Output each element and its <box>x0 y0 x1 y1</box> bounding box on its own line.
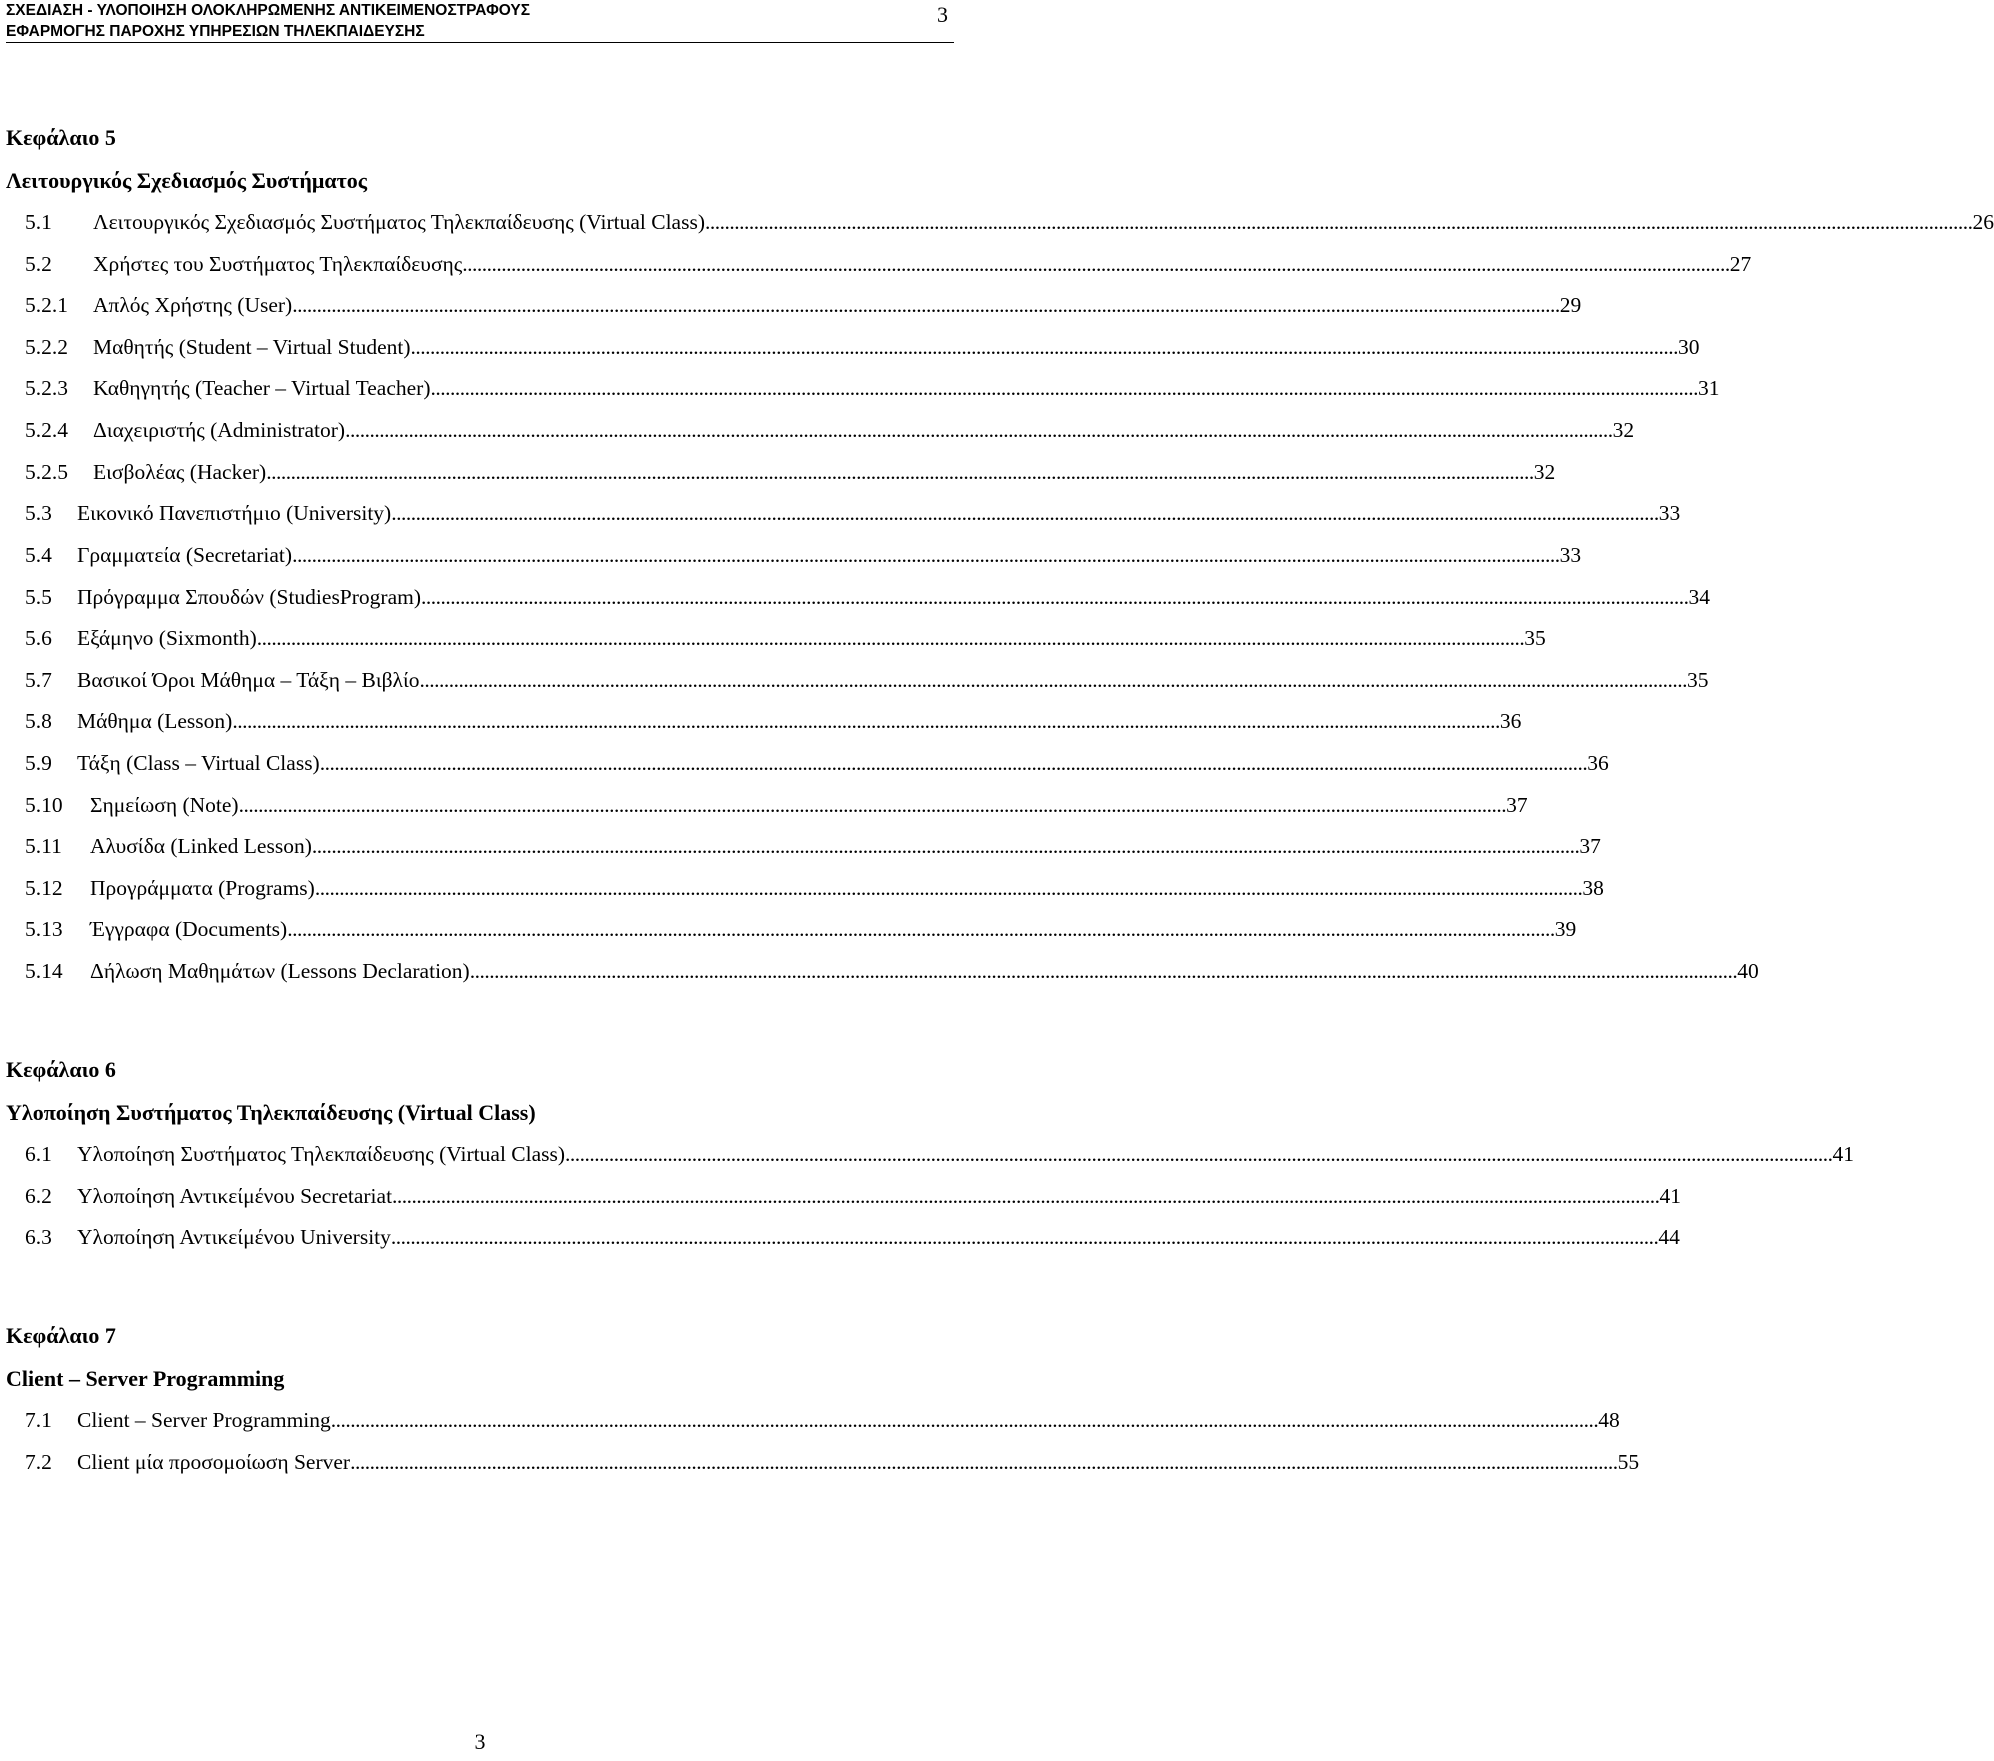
toc-leader-dots: .................................................................................................................................................................................................................................................................... <box>391 501 1659 525</box>
toc-entry-number: 5.2 <box>25 252 52 276</box>
toc-entry-number: 5.13 <box>25 917 63 941</box>
toc-entry-page: 32 <box>1533 460 1556 484</box>
toc-entry-6-1[interactable] <box>25 1137 1855 1171</box>
toc-leader-dots: .................................................................................................................................................................................................................................................................... <box>390 1225 1659 1249</box>
chapter-5-title: Λειτουργικός Σχεδιασμός Συστήματος <box>6 168 368 193</box>
toc-leader-dots: .................................................................................................................................................................................................................................................................... <box>345 418 1613 442</box>
toc-entry-page: 26 <box>1972 210 1994 234</box>
toc-entry-5-3[interactable] <box>25 496 1681 530</box>
toc-entry-title: Έγγραφα (Documents) <box>90 917 288 941</box>
toc-entry-page: 33 <box>1658 501 1681 525</box>
toc-entry-6-2[interactable] <box>25 1179 1682 1213</box>
toc-entry-title: Εικονικό Πανεπιστήμιο (University) <box>77 501 392 525</box>
toc-entry-page: 36 <box>1499 709 1522 733</box>
toc-entry-number: 5.9 <box>25 751 52 775</box>
toc-entry-page: 41 <box>1659 1184 1682 1208</box>
toc-entry-title: Εξάμηνο (Sixmonth) <box>77 626 257 650</box>
toc-entry-number: 5.2.5 <box>25 460 68 484</box>
toc-entry-page: 37 <box>1506 793 1528 817</box>
toc-entry-page: 33 <box>1559 543 1582 567</box>
toc-leader-dots: .................................................................................................................................................................................................................................................................... <box>462 252 1730 276</box>
toc-leader-dots: .................................................................................................................................................................................................................................................................... <box>421 585 1689 609</box>
toc-entry-title: Σημείωση (Note) <box>90 793 239 817</box>
chapter-6-title: Υλοποίηση Συστήματος Τηλεκπαίδευσης (Virtual Class) <box>6 1100 536 1125</box>
toc-entry-page: 55 <box>1617 1450 1640 1474</box>
toc-entry-5-2[interactable] <box>25 247 1752 281</box>
toc-leader-dots: .................................................................................................................................................................................................................................................................... <box>238 793 1507 817</box>
toc-entry-page: 37 <box>1579 834 1601 858</box>
toc-entry-title: Γραμματεία (Secretariat) <box>77 543 293 567</box>
chapter-7-label: Κεφάλαιο 7 <box>6 1323 116 1348</box>
toc-entry-title: Μάθημα (Lesson) <box>77 709 233 733</box>
toc-entry-5-6[interactable] <box>25 621 1546 655</box>
toc-leader-dots: .................................................................................................................................................................................................................................................................... <box>469 959 1738 983</box>
toc-entry-page: 35 <box>1687 668 1709 692</box>
header-title-line-1: ΣΧΕΔΙΑΣΗ - ΥΛΟΠΟΙΗΣΗ ΟΛΟΚΛΗΡΩΜΕΝΗΣ ΑΝΤΙΚΕΙΜΕΝΟΣΤΡΑΦΟΥΣ <box>6 2 531 19</box>
toc-entry-title: Λειτουργικός Σχεδιασμός Συστήματος Τηλεκπαίδευσης (Virtual Class) <box>93 210 705 234</box>
toc-entry-5-7[interactable] <box>25 663 1709 697</box>
header-title-line-2: ΕΦΑΡΜΟΓΗΣ ΠΑΡΟΧΗΣ ΥΠΗΡΕΣΙΩΝ ΤΗΛΕΚΠΑΙΔΕΥΣΗΣ <box>6 23 425 40</box>
toc-entry-title: Υλοποίηση Συστήματος Τηλεκπαίδευσης (Virtual Class) <box>77 1142 566 1166</box>
toc-entry-number: 5.6 <box>25 626 52 650</box>
toc-entry-5-9[interactable] <box>25 746 1609 780</box>
toc-entry-page: 30 <box>1678 335 1700 359</box>
toc-leader-dots: .................................................................................................................................................................................................................................................................... <box>287 917 1555 941</box>
chapter-5-label: Κεφάλαιο 5 <box>6 125 116 150</box>
toc-entry-number: 5.2.3 <box>25 376 68 400</box>
toc-entry-title: Εισβολέας (Hacker) <box>93 460 267 484</box>
toc-leader-dots: .................................................................................................................................................................................................................................................................... <box>392 1184 1660 1208</box>
toc-entry-number: 5.1 <box>25 210 52 234</box>
toc-entry-number: 5.2.2 <box>25 335 68 359</box>
toc-leader-dots: .................................................................................................................................................................................................................................................................... <box>419 668 1688 692</box>
toc-entry-page: 29 <box>1559 293 1582 317</box>
toc-entry-number: 5.10 <box>25 793 63 817</box>
toc-entry-title: Client – Server Programming <box>77 1408 331 1432</box>
toc-entry-page: 44 <box>1658 1225 1680 1249</box>
toc-leader-dots: .................................................................................................................................................................................................................................................................... <box>232 709 1500 733</box>
toc-entry-number: 5.5 <box>25 585 52 609</box>
toc-entry-5-2-3[interactable] <box>25 371 1720 405</box>
toc-entry-number: 7.1 <box>25 1408 52 1432</box>
footer-page-number: 3 <box>474 1729 486 1754</box>
toc-entry-6-3[interactable] <box>25 1220 1680 1254</box>
toc-entry-number: 7.2 <box>25 1450 52 1474</box>
toc-leader-dots: .................................................................................................................................................................................................................................................................... <box>256 626 1525 650</box>
toc-entry-5-14[interactable] <box>25 954 1759 988</box>
toc-entry-number: 5.12 <box>25 876 63 900</box>
toc-entry-title: Client μία προσομοίωση Server <box>77 1450 351 1474</box>
toc-entry-5-2-4[interactable] <box>25 413 1635 447</box>
toc-entry-number: 5.8 <box>25 709 52 733</box>
chapter-7-title: Client – Server Programming <box>6 1366 285 1391</box>
toc-entry-page: 27 <box>1729 252 1752 276</box>
toc-entry-5-11[interactable] <box>25 829 1601 863</box>
toc-leader-dots: .................................................................................................................................................................................................................................................................... <box>292 293 1560 317</box>
toc-entry-5-13[interactable] <box>25 912 1577 946</box>
toc-entry-page: 34 <box>1688 585 1711 609</box>
toc-entry-number: 5.2.4 <box>25 418 68 442</box>
toc-entry-page: 31 <box>1698 376 1720 400</box>
toc-entry-page: 35 <box>1524 626 1546 650</box>
header-page-number: 3 <box>937 2 948 27</box>
toc-leader-dots: .................................................................................................................................................................................................................................................................... <box>565 1142 1833 1166</box>
toc-entry-page: 32 <box>1612 418 1635 442</box>
toc-leader-dots: .................................................................................................................................................................................................................................................................... <box>319 751 1588 775</box>
toc-entry-5-8[interactable] <box>25 704 1522 738</box>
toc-leader-dots: .................................................................................................................................................................................................................................................................... <box>330 1408 1599 1432</box>
toc-entry-number: 6.3 <box>25 1225 52 1249</box>
toc-entry-5-12[interactable] <box>25 871 1604 905</box>
toc-leader-dots: .................................................................................................................................................................................................................................................................... <box>704 210 1973 234</box>
toc-entry-title: Υλοποίηση Αντικείμένου Secretariat <box>77 1184 393 1208</box>
toc-entry-5-2-1[interactable] <box>25 288 1582 322</box>
toc-entry-title: Μαθητής (Student – Virtual Student) <box>93 335 411 359</box>
toc-entry-number: 5.3 <box>25 501 52 525</box>
toc-entry-number: 5.2.1 <box>25 293 68 317</box>
toc-entry-5-2-2[interactable] <box>25 330 1700 364</box>
toc-leader-dots: .................................................................................................................................................................................................................................................................... <box>410 335 1679 359</box>
toc-entry-number: 5.11 <box>25 834 62 858</box>
toc-leader-dots: .................................................................................................................................................................................................................................................................... <box>350 1450 1618 1474</box>
toc-entry-page: 40 <box>1737 959 1759 983</box>
toc-entry-page: 41 <box>1832 1142 1855 1166</box>
toc-entry-title: Πρόγραμμα Σπουδών (StudiesProgram) <box>77 585 422 609</box>
toc-entry-5-1[interactable] <box>25 205 1994 239</box>
toc-entry-title: Διαχειριστής (Administrator) <box>93 418 346 442</box>
toc-entry-title: Αλυσίδα (Linked Lesson) <box>90 834 312 858</box>
toc-entry-5-5[interactable] <box>25 580 1711 614</box>
toc-entry-number: 6.2 <box>25 1184 52 1208</box>
toc-leader-dots: .................................................................................................................................................................................................................................................................... <box>292 543 1560 567</box>
toc-leader-dots: .................................................................................................................................................................................................................................................................... <box>266 460 1534 484</box>
toc-entry-title: Υλοποίηση Αντικείμένου University <box>77 1225 391 1249</box>
toc-entry-page: 38 <box>1582 876 1604 900</box>
toc-entry-page: 36 <box>1587 751 1609 775</box>
toc-leader-dots: .................................................................................................................................................................................................................................................................... <box>430 376 1699 400</box>
page-header <box>6 0 954 43</box>
toc-entry-title: Δήλωση Μαθημάτων (Lessons Declaration) <box>90 959 470 983</box>
toc-entry-number: 5.14 <box>25 959 63 983</box>
toc-entry-5-10[interactable] <box>25 788 1528 822</box>
toc-entry-title: Καθηγητής (Teacher – Virtual Teacher) <box>93 376 431 400</box>
toc-entry-number: 5.4 <box>25 543 52 567</box>
toc-leader-dots: .................................................................................................................................................................................................................................................................... <box>314 876 1583 900</box>
toc-entry-number: 6.1 <box>25 1142 52 1166</box>
toc-entry-title: Απλός Χρήστης (User) <box>93 293 293 317</box>
toc-entry-title: Βασικοί Όροι Μάθημα – Τάξη – Βιβλίο <box>77 668 420 692</box>
toc-entry-5-4[interactable] <box>25 538 1582 572</box>
toc-entry-title: Τάξη (Class – Virtual Class) <box>77 751 320 775</box>
toc-entry-7-1[interactable] <box>25 1403 1620 1437</box>
toc-leader-dots: .................................................................................................................................................................................................................................................................... <box>311 834 1580 858</box>
chapter-6-label: Κεφάλαιο 6 <box>6 1057 116 1082</box>
toc-entry-page: 48 <box>1598 1408 1620 1432</box>
toc-entry-title: Προγράμματα (Programs) <box>90 876 315 900</box>
toc-entry-page: 39 <box>1554 917 1577 941</box>
toc-entry-5-2-5[interactable] <box>25 455 1556 489</box>
toc-entry-title: Χρήστες του Συστήματος Τηλεκπαίδευσης <box>93 252 463 276</box>
toc-entry-7-2[interactable] <box>25 1445 1640 1479</box>
toc-entry-number: 5.7 <box>25 668 52 692</box>
